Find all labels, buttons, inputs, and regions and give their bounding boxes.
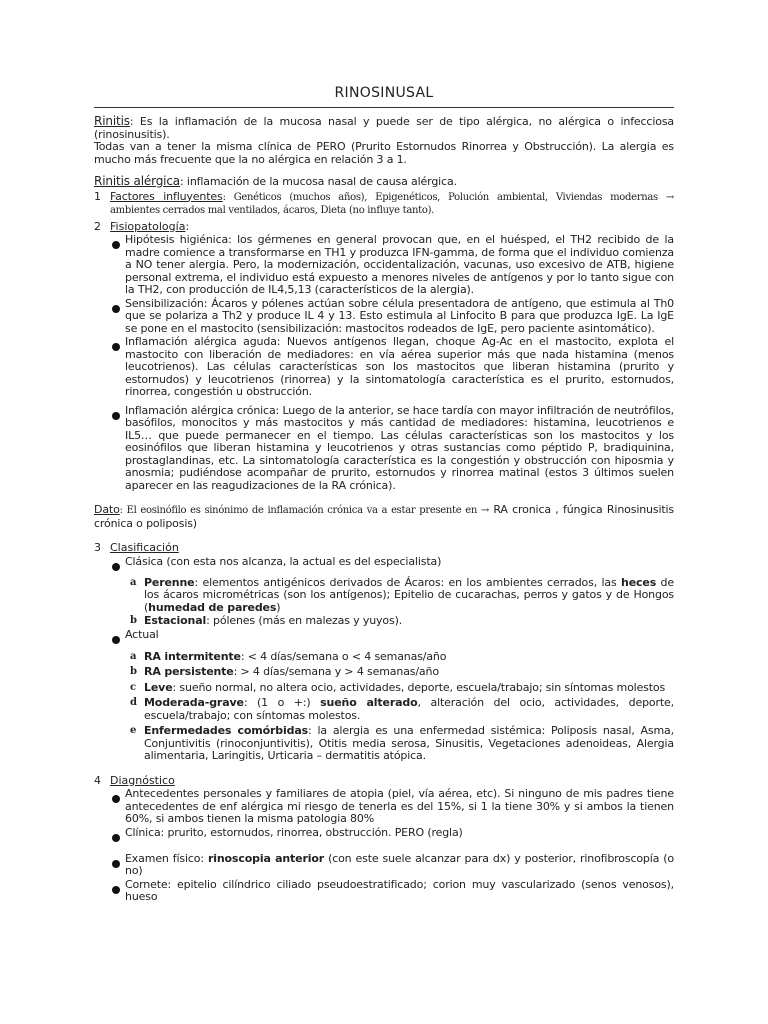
bullet-icon [112, 241, 120, 249]
rinitis-paragraph [94, 115, 674, 141]
list-item [94, 556, 674, 575]
factores-text: : Genéticos (muchos años), Epigenéticos, Polución ambiental, Viviendas modernas → ambientes cerrados mal ventilados, ácaros, Dieta (no influye tanto). [110, 191, 674, 216]
bullet-text: Antecedentes personales y familiares de atopia (piel, vía aérea, etc). Si ninguno de mis padres tiene antecedentes de enf alérgica mi riesgo de tenerla es del 15%, si 1 la tiene 30% y si ambos la tienen 60%, si ambos tienen la misma patologia 80% [125, 787, 674, 825]
list-item [94, 405, 674, 493]
list-item [94, 682, 674, 695]
bullet-icon [112, 563, 120, 571]
title-divider [94, 107, 674, 108]
item-term: RA intermitente [144, 649, 241, 663]
item-term: Perenne [144, 575, 195, 589]
document-page [94, 84, 674, 904]
bullet-icon [112, 886, 120, 894]
list-item [94, 697, 674, 722]
dato-label: Dato [94, 503, 120, 516]
item-text: Examen físico: [125, 851, 208, 865]
bullet-text: Clínica: prurito, estornudos, rinorrea, obstrucción. PERO (regla) [125, 825, 463, 839]
item-text: , alteración del ocio, actividades, deporte, escuela/trabajo; con síntomas molestos. [144, 696, 674, 722]
list-letter: d [130, 697, 137, 708]
bullet-icon [112, 834, 120, 842]
rinitis-alergica-paragraph [94, 175, 674, 189]
item-term: Leve [144, 680, 173, 694]
rinitis-def: : Es la inflamación de la mucosa nasal y puede ser de tipo alérgica, no alérgica o infecciosa (rinosinusitis). [94, 115, 674, 141]
list-item [94, 853, 674, 878]
bullet-text: Hipótesis higiénica: los gérmenes en general provocan que, en el huésped, el TH2 recibido de la madre comience a transformarse en TH1 y produzca IFN-gamma, de forma que el individuo comienza a NO tener alergia. Pero, la modernización, occidentalización, vacunas, uso excesivo de ATB, higiene personal extrema, el individuo está expuesto a menores niveles de antígenos y por lo tanto sigue con la TH2, con producción de IL4,5,13 (característicos de la alergia). [125, 233, 674, 296]
item-term: humedad de paredes [148, 600, 277, 614]
rinitis-term: Rinitis [94, 114, 130, 128]
clasica-text: Clásica (con esta nos alcanza, la actual es del especialista) [125, 554, 442, 568]
list-item [94, 336, 674, 399]
bullet-text: Inflamación alérgica aguda: Nuevos antígenos llegan, choque Ag-Ac en el mastocito, explota el mastocito con liberación de mediadores: en vía aérea superior más que nada histamina (menos leucotrienos). Las células características son los mastocitos que liberan histamina (prurito y estornudos) y leucotrienos (rinorrea) y la sintomatología característica es el prurito, estornudos, rinorrea, congestión u obstrucción. [125, 335, 674, 398]
item-text: : la alergia es una enfermedad sistémica: Poliposis nasal, Asma, Conjuntivitis (rinoconjuntivitis), Otitis media serosa, Sinusitis, Vegetaciones adenoideas, Alergia alimentaria, Laringitis, Urticaria – dermatitis atópica. [144, 724, 674, 762]
colon: : [185, 219, 190, 233]
item-term: Enfermedades comórbidas [144, 724, 309, 737]
dato-text: RA cronica , fúngica Rinosinusitis crónica o poliposis) [94, 503, 675, 530]
bullet-text: Sensibilización: Ácaros y pólenes actúan sobre célula presentadora de antígeno, que estimula al Th0 que se polariza a Th2 y produce IL 4 y 13. Esto estimula al Linfocito B para que produzca IgE. La IgE se pone en el mastocito (sensibilización: mastocitos rodeados de IgE, pero paciente asintomático). [125, 296, 674, 335]
item-term: Estacional [144, 614, 207, 627]
list-letter: b [130, 666, 137, 677]
bullet-icon [112, 305, 120, 313]
list-item [94, 879, 674, 904]
section-fisiopatologia [94, 221, 674, 234]
bullet-icon [112, 412, 120, 420]
list-item [94, 629, 674, 648]
rinitis-line2: Todas van a tener la misma clínica de PERO (Prurito Estornudos Rinorrea y Obstrucción). La alergia es mucho más frecuente que la no alérgica en relación 3 a 1. [94, 140, 674, 166]
bullet-icon [112, 636, 120, 644]
dato-paragraph [94, 504, 674, 530]
section-number: 2 [94, 219, 101, 233]
diagnostico-label: Diagnóstico [110, 773, 175, 787]
list-item [94, 577, 674, 615]
rinitis-alergica-term: Rinitis alérgica [94, 174, 181, 188]
list-item [94, 615, 674, 628]
item-text: ) [276, 600, 281, 614]
list-item [94, 725, 674, 763]
list-item [94, 827, 674, 846]
item-text: de los ácaros micrométricas (son los antígenos); Epitelio de cucarachas, perros y gatos y de Hongos ( [144, 575, 675, 614]
item-term: rinoscopia anterior [207, 851, 325, 865]
item-term: sueño alterado [320, 696, 418, 709]
dato-text-serif: : El eosinófilo es sinónimo de inflamación crónica va a estar presente en → [119, 505, 489, 516]
list-letter: a [130, 576, 137, 588]
rinitis-alergica-def: : inflamación de la mucosa nasal de causa alérgica. [180, 175, 457, 188]
item-term: Moderada-grave [144, 696, 244, 709]
page-title: RINOSINUSAL [334, 85, 434, 101]
item-text: : pólenes (más en malezas y yuyos). [206, 614, 403, 627]
item-text: : > 4 días/semana y > 4 semanas/año [233, 665, 439, 678]
list-letter: a [130, 650, 137, 662]
bullet-icon [112, 860, 120, 868]
item-term: RA persistente [144, 665, 234, 678]
section-clasificacion [94, 542, 674, 555]
actual-text: Actual [125, 627, 159, 641]
item-text: (con este suele alcanzar para dx) y posterior, rinofibroscopía (o no) [125, 851, 675, 877]
item-text: : (1 o +:) [243, 696, 321, 709]
clasificacion-label: Clasificación [110, 541, 179, 554]
item-text: : < 4 días/semana o < 4 semanas/año [240, 649, 447, 663]
bullet-text: Cornete: epitelio cilíndrico ciliado pseudoestratificado; corion muy vascularizado (senos venosos), hueso [125, 877, 674, 903]
section-number: 3 [94, 541, 101, 554]
list-letter: c [130, 681, 137, 693]
list-letter: e [130, 725, 137, 736]
item-text: : elementos antigénicos derivados de Ácaros: en los ambientes cerrados, las [194, 575, 622, 589]
list-item [94, 651, 674, 664]
section-number: 1 [94, 189, 101, 203]
fisiopatologia-label: Fisiopatología [110, 219, 186, 233]
bullet-icon [112, 343, 120, 351]
section-number: 4 [94, 773, 101, 787]
list-item [94, 298, 674, 336]
list-item [94, 666, 674, 679]
list-item [94, 234, 674, 297]
list-letter: b [130, 615, 137, 626]
bullet-text: Inflamación alérgica crónica: Luego de la anterior, se hace tardía con mayor infiltración de neutrófilos, basófilos, monocitos y más mastocitos y más cantidad de mediadores: histamina, leucotrienos e IL5… que puede permanecer en el tiempo. Las células características son los mastocitos y los eosinófilos que liberan histamina y leucotrienos y otras sustancias como péptido P, bradiquinina, prostaglandinas, etc. La sintomatología característica es la congestión y obstrucción con hiposmia y anosmia; pudiéndose acompañar de prurito, estornudos y rinorrea matinal (estos 3 últimos suelen aparecer en las reagudizaciones de la RA crónica). [125, 403, 674, 492]
list-item [94, 788, 674, 826]
item-term: heces [621, 575, 657, 589]
bullet-icon [112, 795, 120, 803]
section-diagnostico [94, 775, 674, 788]
section-factores [94, 191, 674, 218]
factores-label: Factores influyentes [110, 189, 223, 203]
item-text: : sueño normal, no altera ocio, actividades, deporte, escuela/trabajo; sin síntomas molestos [172, 680, 666, 694]
